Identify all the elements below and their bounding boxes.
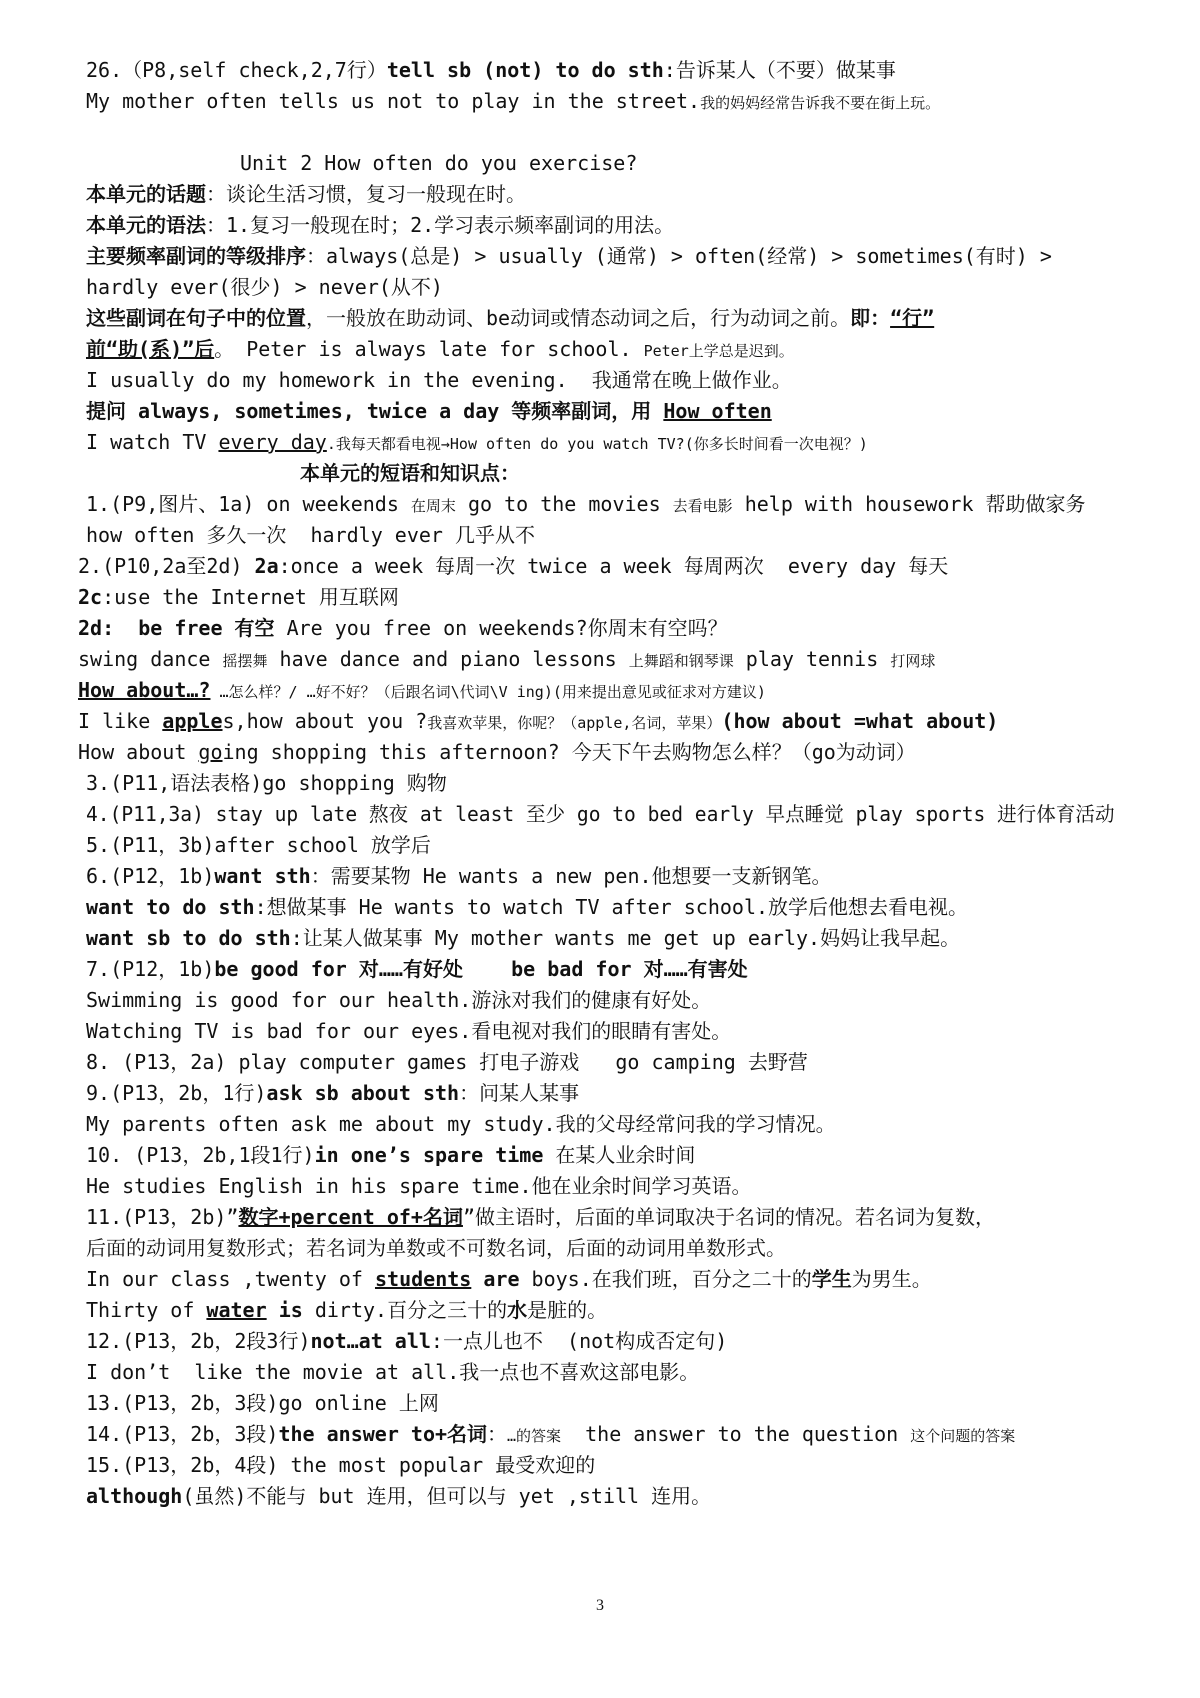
text-segment: 本单元的短语和知识点：	[300, 461, 520, 485]
text-line	[86, 396, 772, 426]
text-line	[86, 1264, 932, 1294]
text-segment: 在周末	[410, 497, 456, 515]
text-line	[78, 613, 728, 643]
text-line	[86, 1078, 579, 1108]
text-segment: …的答案	[507, 1427, 562, 1445]
text-line	[86, 1326, 727, 1356]
text-segment: 26.（P8,self check,2,7行）	[86, 58, 387, 82]
text-segment: I watch TV	[86, 430, 219, 454]
text-line	[86, 892, 968, 922]
text-segment: ：谈论生活习惯，复习一般现在时。	[206, 182, 526, 206]
text-segment: 后面的动词用复数形式；若名词为单数或不可数名词，后面的动词用单数形式。	[86, 1236, 786, 1260]
text-segment: :use the Internet 用互联网	[102, 585, 399, 609]
text-segment: apple	[162, 709, 223, 733]
text-line	[86, 954, 748, 984]
text-line	[86, 1450, 595, 1480]
text-segment: be good for 对……有好处 be bad for 对……有害处	[214, 957, 748, 981]
text-line	[86, 1171, 752, 1201]
text-segment: 上舞蹈和钢琴课	[628, 652, 734, 670]
text-segment: 1.(P9,图片、1a) on weekends	[86, 492, 411, 516]
text-segment: 即：	[850, 306, 891, 330]
text-line	[86, 427, 868, 459]
text-segment: ask sb about sth	[266, 1081, 460, 1105]
text-line	[86, 861, 832, 891]
text-line	[86, 365, 792, 395]
text-line	[300, 458, 520, 488]
text-segment: the answer to the question	[561, 1422, 911, 1446]
text-segment: 14.(P13，2b，3段)	[86, 1422, 279, 1446]
text-segment: I like	[78, 709, 163, 733]
text-segment: 是脏的。	[527, 1298, 608, 1322]
text-segment: want to do sth	[86, 895, 255, 919]
text-line	[78, 551, 948, 581]
text-segment: 本单元的话题	[86, 182, 206, 206]
text-line	[78, 675, 766, 707]
text-segment: 提问 always, sometimes, twice a day 等频率副词，用	[86, 399, 664, 423]
text-segment: 5.(P11，3b)after school 放学后	[86, 833, 431, 857]
text-line	[78, 706, 998, 738]
text-segment: dirty.百分之三十的	[302, 1298, 508, 1322]
text-segment: 8. (P13，2a) play computer games 打电子游戏 go camping 去野营	[86, 1050, 808, 1074]
text-segment: Peter上学总是迟到。	[643, 342, 794, 360]
text-line	[86, 768, 447, 798]
text-segment: 本单元的语法	[86, 213, 206, 237]
text-line	[86, 334, 794, 366]
text-line	[86, 272, 443, 302]
text-segment: s,how about you ?	[222, 709, 428, 733]
text-segment: not…at all	[310, 1329, 431, 1353]
text-segment: 主要频率副词的等级排序	[86, 244, 306, 268]
text-segment: .我每天都看电视→How often do you watch TV?(你多长时间看一次电视？)	[326, 435, 868, 453]
text-segment: How about	[78, 740, 199, 764]
text-segment: ：1.复习一般现在时；2.学习表示频率副词的用法。	[206, 213, 675, 237]
text-segment: 我的妈妈经常告诉我不要在街上玩。	[700, 94, 941, 112]
text-segment: :一点儿也不 (not构成否定句)	[430, 1329, 728, 1353]
text-line	[86, 489, 1086, 521]
text-segment: 摇摆舞	[222, 652, 268, 670]
text-segment: 2a	[254, 554, 279, 578]
text-segment: :once a week 每周一次 twice a week 每周两次 every day 每天	[278, 554, 949, 578]
text-segment: 打网球	[890, 652, 936, 670]
text-segment: 。 Peter is always late for school.	[214, 337, 644, 361]
text-segment: In our class ,twenty of	[86, 1267, 375, 1291]
text-segment: want sb to do sth	[86, 926, 291, 950]
text-line	[86, 179, 526, 209]
page-number: 3	[596, 1597, 604, 1614]
text-line	[78, 582, 399, 612]
text-segment: :告诉某人（不要）做某事	[663, 58, 896, 82]
text-segment: 9.(P13，2b，1行)	[86, 1081, 267, 1105]
text-segment	[471, 1267, 483, 1291]
text-segment: Watching TV is bad for our eyes.看电视对我们的眼睛有害处。	[86, 1019, 732, 1043]
text-segment: go to the movies	[455, 492, 673, 516]
text-line	[86, 241, 1052, 271]
text-segment: 4.(P11,3a) stay up late 熬夜 at least 至少 go to bed early 早点睡觉 play sports 进行体育活动	[86, 802, 1115, 826]
text-line	[86, 1481, 711, 1511]
text-line	[240, 148, 637, 178]
text-segment: how often 多久一次 hardly ever 几乎从不	[86, 523, 535, 547]
text-segment: 我喜欢苹果，你呢？（apple,名词，苹果）	[427, 714, 722, 732]
text-segment: 2d: be free 有空	[78, 616, 275, 640]
text-segment: 水	[507, 1298, 528, 1322]
text-segment: ：问某人某事	[459, 1081, 580, 1105]
text-segment: My mother often tells us not to play in the street.	[86, 89, 701, 113]
text-line	[86, 799, 1115, 829]
text-line	[86, 520, 535, 550]
text-segment: :想做某事 He wants to watch TV after school.放学后他想去看电视。	[254, 895, 969, 919]
text-segment: want sth	[214, 864, 311, 888]
text-segment: 12.(P13，2b，2段3行)	[86, 1329, 311, 1353]
text-segment: play tennis	[733, 647, 891, 671]
text-segment: 13.(P13，2b，3段)go online 上网	[86, 1391, 439, 1415]
text-segment: 学生	[811, 1267, 852, 1291]
text-segment: 前“助(系)”后	[86, 337, 215, 361]
text-segment: “行”	[890, 306, 935, 330]
text-segment: although	[86, 1484, 183, 1508]
text-segment: My parents often ask me about my study.我的父母经常问我的学习情况。	[86, 1112, 836, 1136]
text-segment: 15.(P13，2b，4段) the most popular 最受欢迎的	[86, 1453, 596, 1477]
text-segment: :让某人做某事 My mother wants me get up early.妈妈让我早起。	[290, 926, 961, 950]
text-line	[86, 1419, 1015, 1451]
text-line	[78, 644, 935, 676]
text-line	[86, 985, 711, 1015]
text-segment: Swimming is good for our health.游泳对我们的健康有好处。	[86, 988, 712, 1012]
text-segment: (虽然)不能与 but 连用，但可以与 yet ,still 连用。	[182, 1484, 712, 1508]
text-segment: (how about =what about)	[721, 709, 999, 733]
text-line	[86, 830, 431, 860]
text-line	[86, 923, 960, 953]
text-segment: 11.(P13，2b)”	[86, 1205, 239, 1229]
text-segment: tell sb (not) to do sth	[386, 58, 664, 82]
text-segment: 去看电影	[672, 497, 733, 515]
text-segment	[267, 1298, 279, 1322]
text-line	[86, 1388, 439, 1418]
text-segment: Thirty of	[86, 1298, 207, 1322]
text-segment: How about…?	[78, 678, 211, 702]
text-segment: ”做主语时，后面的单词取决于名词的情况。若名词为复数，	[462, 1205, 995, 1229]
text-line	[86, 303, 934, 333]
text-segment: I don’t like the movie at all.我一点也不喜欢这部电影。	[86, 1360, 700, 1384]
text-line	[86, 1233, 786, 1263]
text-line	[86, 1140, 695, 1170]
text-segment: 这些副词在句子中的位置	[86, 306, 306, 330]
text-segment: ：always(总是) > usually (通常) > often(经常) > sometimes(有时) >	[306, 244, 1052, 268]
text-segment: water	[206, 1298, 267, 1322]
text-segment: ：	[487, 1422, 508, 1446]
text-segment: 在某人业余时间	[543, 1143, 696, 1167]
text-segment: the answer to+名词	[278, 1422, 488, 1446]
text-segment: …怎么样？/ …好不好？（后跟名词\代词\V ing)(用来提出意见或征求对方建议)	[210, 683, 766, 701]
text-segment: 为男生。	[851, 1267, 932, 1291]
text-line	[86, 1202, 995, 1232]
text-segment: 6.(P12，1b)	[86, 864, 215, 888]
text-segment: in one’s spare time	[314, 1143, 544, 1167]
text-segment: 这个问题的答案	[910, 1427, 1016, 1445]
text-segment: 2.(P10,2a至2d)	[78, 554, 255, 578]
text-segment: 数字+percent of+名词	[238, 1205, 463, 1229]
text-line	[86, 1047, 808, 1077]
text-segment: 3.(P11,语法表格)go shopping 购物	[86, 771, 447, 795]
text-segment: Are you free on weekends?你周末有空吗？	[274, 616, 728, 640]
text-segment: ：需要某物 He wants a new pen.他想要一支新钢笔。	[310, 864, 832, 888]
text-line	[86, 1295, 607, 1325]
text-segment: 2c	[78, 585, 103, 609]
text-segment: hardly ever(很少) > never(从不)	[86, 275, 443, 299]
text-line	[86, 55, 896, 85]
text-segment: How often	[663, 399, 772, 423]
text-segment: ing shopping this afternoon? 今天下午去购物怎么样？（go为动词）	[222, 740, 916, 764]
text-line	[78, 737, 916, 767]
text-segment: Unit 2 How often do you exercise?	[240, 151, 638, 175]
text-segment: 7.(P12，1b)	[86, 957, 215, 981]
text-segment: every day	[218, 430, 327, 454]
text-segment: are	[483, 1267, 520, 1291]
text-line	[86, 210, 674, 240]
text-segment: He studies English in his spare time.他在业余时间学习英语。	[86, 1174, 752, 1198]
text-segment: is	[278, 1298, 303, 1322]
text-line	[86, 1016, 731, 1046]
text-segment: boys.在我们班，百分之二十的	[519, 1267, 812, 1291]
text-segment: go	[198, 740, 223, 764]
text-line	[86, 86, 940, 118]
text-segment: have dance and piano lessons	[267, 647, 629, 671]
text-segment: I usually do my homework in the evening. 我通常在晚上做作业。	[86, 368, 792, 392]
text-line	[86, 1357, 699, 1387]
text-segment: ，一般放在助动词、be动词或情态动词之后，行为动词之前。	[306, 306, 851, 330]
text-segment: swing dance	[78, 647, 223, 671]
text-segment: students	[374, 1267, 472, 1291]
text-segment: 10. (P13，2b,1段1行)	[86, 1143, 315, 1167]
text-segment: help with housework 帮助做家务	[732, 492, 1086, 516]
text-line	[86, 1109, 836, 1139]
